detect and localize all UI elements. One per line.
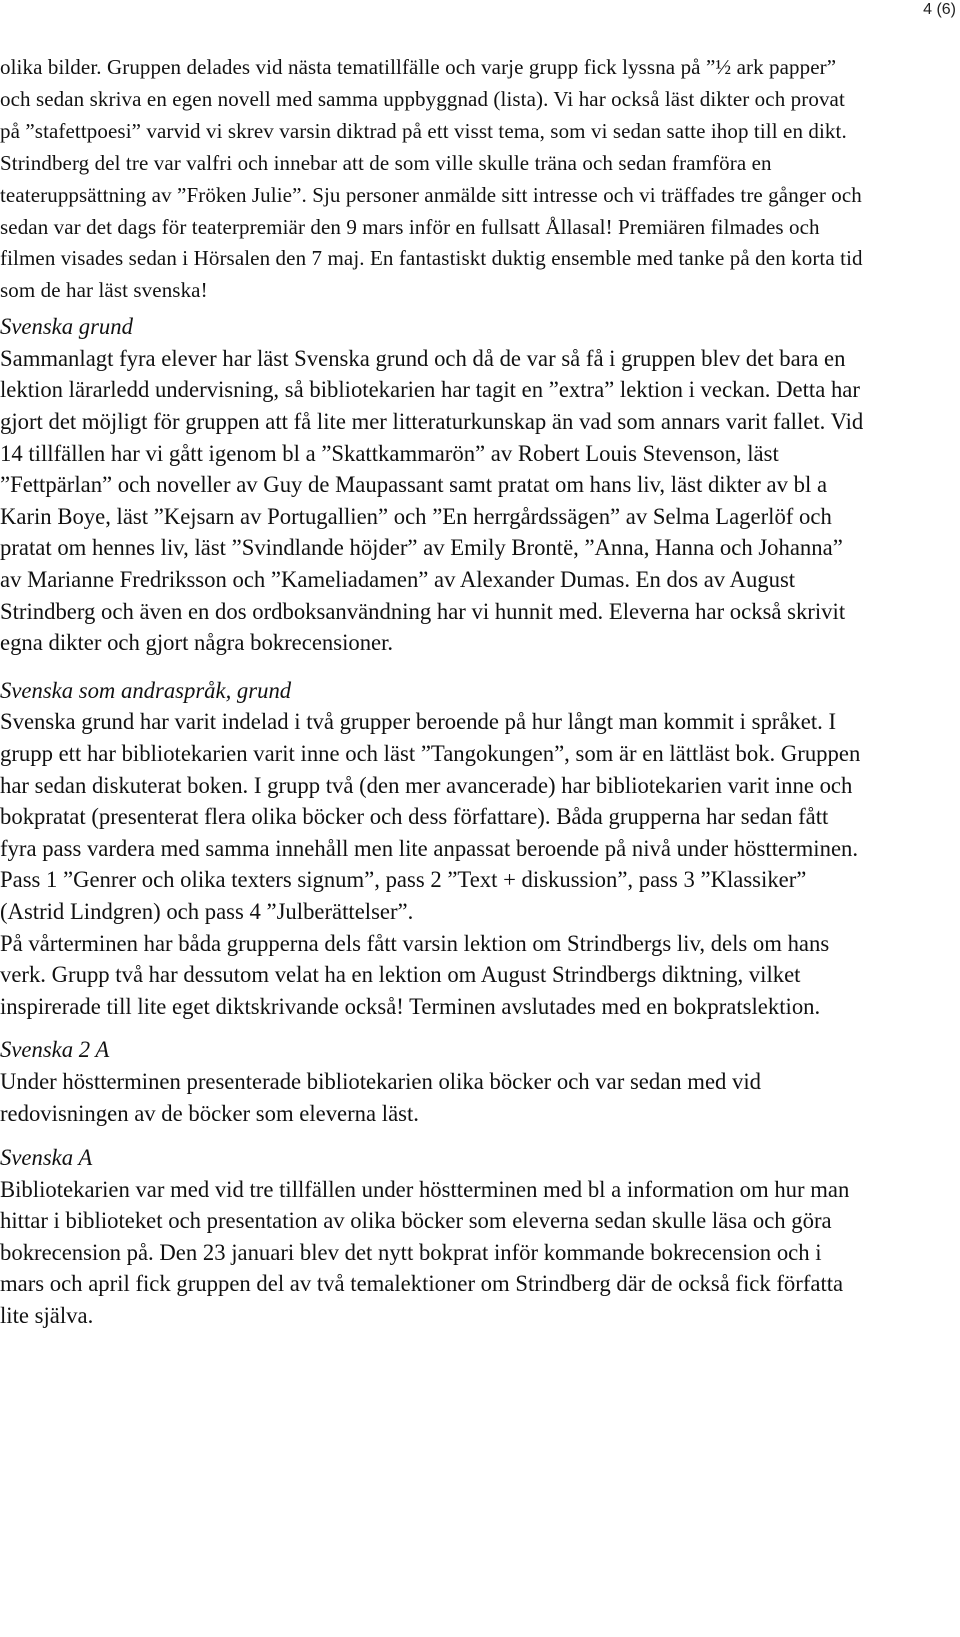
paragraph-svenska-grund: Sammanlagt fyra elever har läst Svenska grund och då de var så få i gruppen blev det bara en lektion lärarledd undervisning, så bibliotekarien har tagit en ”extra” lektion i veckan. Detta har gjort det möjligt för gruppen att få lite mer litteraturkunskap än vad som annars varit fallet. Vid 14 tillfällen har vi gått igenom bl a ”Skattkammarön” av Robert Louis Stevenson, läst ”Fettpärlan” och noveller av Guy de Maupassant samt pratat om hans liv, läst dikter av bl a Karin Boye, läst ”Kejsarn av Portugallien” och ”En herrgårdssägen” av Selma Lagerlöf och pratat om hennes liv, läst ”Svindlande höjder” av Emily Brontë, ”Anna, Hanna och Johanna” av Marianne Fredriksson och ”Kameliadamen” av Alexander Dumas. En dos av August Strindberg och även en dos ordboksanvändning har vi hunnit med. Eleverna har också skrivit egna dikter och gjort några bokrecensioner. [0, 345, 864, 656]
paragraph-svenska-2a: Under höstterminen presenterade bibliotekarien olika böcker och var sedan med vid redovisningen av de böcker som eleverna läst. [0, 1068, 762, 1126]
heading-svenska-grund: Svenska grund [0, 314, 133, 340]
paragraph-svenska-som-andrasprak-2: På vårterminen har båda grupperna dels fått varsin lektion om Strindbergs liv, dels om hans verk. Grupp två har dessutom velat ha en lektion om August Strindbergs diktning, vilket inspirerade till lite eget diktskrivande också! Terminen avslutades med en bokpratslektion. [0, 930, 830, 1019]
heading-svenska-2a: Svenska 2 A [0, 1037, 110, 1063]
paragraph-svenska-a: Bibliotekarien var med vid tre tillfällen under höstterminen med bl a information om hur man hittar i biblioteket och presentation av olika böcker som eleverna sedan skulle läsa och göra bokrecension på. Den 23 januari blev det nytt bokprat inför kommande bokrecension och i mars och april fick gruppen del av två temalektioner om Strindberg där de också fick författa lite själva. [0, 1176, 850, 1329]
intro-paragraph: olika bilder. Gruppen delades vid nästa tematillfälle och varje grupp fick lyssna på ”½ ark papper” och sedan skriva en egen novell med samma uppbyggnad (lista). Vi har också läst dikter och provat på ”stafettpoesi” varvid vi skrev varsin diktrad på ett visst tema, som vi sedan satte ihop till en dikt. Strindberg del tre var valfri och innebar att de som ville skulle träna och sedan framföra en teateruppsättning av ”Fröken Julie”. Sju personer anmälde sitt intresse och vi träffades tre gånger och sedan var det dags för teaterpremiär den 9 mars inför en fullsatt Ållasal! Premiären filmades och filmen visades sedan i Hörsalen den 7 maj. En fantastiskt duktig ensemble med tanke på den korta tid som de har läst svenska! [0, 55, 863, 303]
paragraph-svenska-som-andrasprak-1: Svenska grund har varit indelad i två grupper beroende på hur långt man kommit i språket. I grupp ett har bibliotekarien varit inne och läst ”Tangokungen”, som är en lättläst bok. Gruppen har sedan diskuterat boken. I grupp två (den mer avancerade) har bibliotekarien varit inne och bokpratat (presenterat flera olika böcker och dess författare). Båda grupperna har sedan fått fyra pass vardera med samma innehåll men lite anpassat beroende på nivå under höstterminen. Pass 1 ”Genrer och olika texters signum”, pass 2 ”Text + diskussion”, pass 3 ”Klassiker” (Astrid Lindgren) och pass 4 ”Julberättelser”. [0, 709, 861, 924]
heading-svenska-a: Svenska A [0, 1145, 93, 1171]
page-number: 4 (6) [923, 1, 956, 18]
document-body [0, 52, 866, 1332]
heading-svenska-som-andrasprak-grund: Svenska som andraspråk, grund [0, 677, 292, 703]
